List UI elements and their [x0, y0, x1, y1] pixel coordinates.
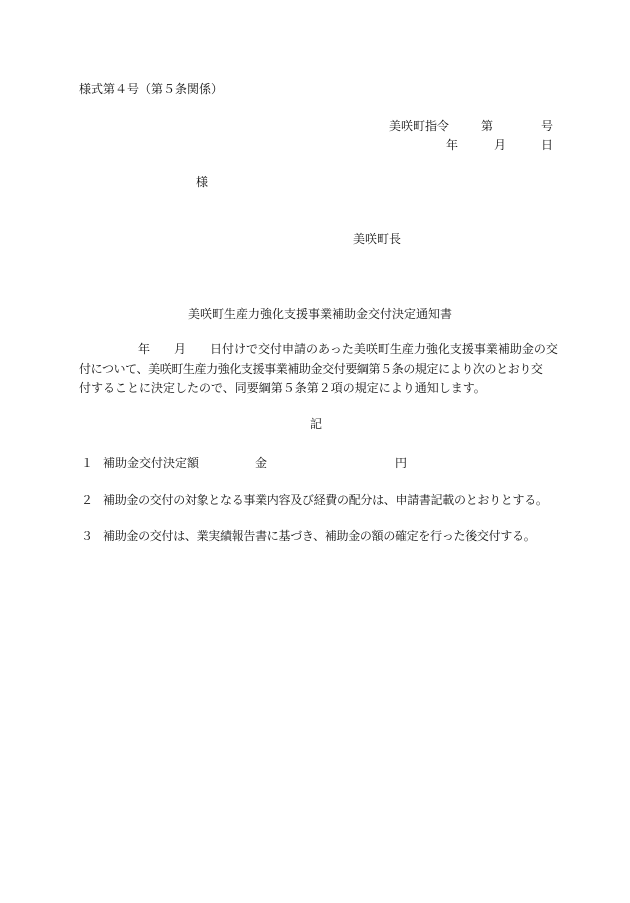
form-label: 様式第４号（第５条関係） [79, 82, 224, 96]
reference-go: 号 [541, 119, 554, 133]
item-2-text: 補助金の交付の対象となる事業内容及び経費の配分は、申請書記載のとおりとする。 [103, 493, 548, 507]
body-line1: 日付けで交付申請のあった美咲町生産力強化支援事業補助金の交 [210, 342, 558, 356]
item-1-kin: 金 [255, 456, 268, 470]
issuer: 美咲町長 [353, 232, 402, 246]
date-year: 年 [446, 138, 459, 152]
item-3-number: ３ [81, 529, 94, 543]
date-day: 日 [541, 138, 554, 152]
item-1-number: １ [81, 456, 94, 470]
reference-dai: 第 [481, 119, 494, 133]
document-title: 美咲町生産力強化支援事業補助金交付決定通知書 [188, 307, 453, 321]
body-month: 月 [174, 342, 187, 356]
ki-marker: 記 [310, 417, 323, 431]
addressee-suffix: 様 [196, 175, 209, 189]
item-3-text: 補助金の交付は、業実績報告書に基づき、補助金の額の確定を行った後交付する。 [103, 529, 536, 543]
body-line2: 付について、美咲町生産力強化支援事業補助金交付要綱第５条の規定により次のとおり交 [79, 362, 543, 376]
body-year: 年 [138, 342, 151, 356]
item-1-label: 補助金交付決定額 [103, 456, 200, 470]
item-1-yen: 円 [395, 456, 408, 470]
body-line3: 付することに決定したので、同要綱第５条第２項の規定により通知します。 [79, 381, 486, 395]
date-month: 月 [494, 138, 507, 152]
reference-town-order: 美咲町指令 [389, 119, 450, 133]
item-2-number: ２ [81, 493, 94, 507]
